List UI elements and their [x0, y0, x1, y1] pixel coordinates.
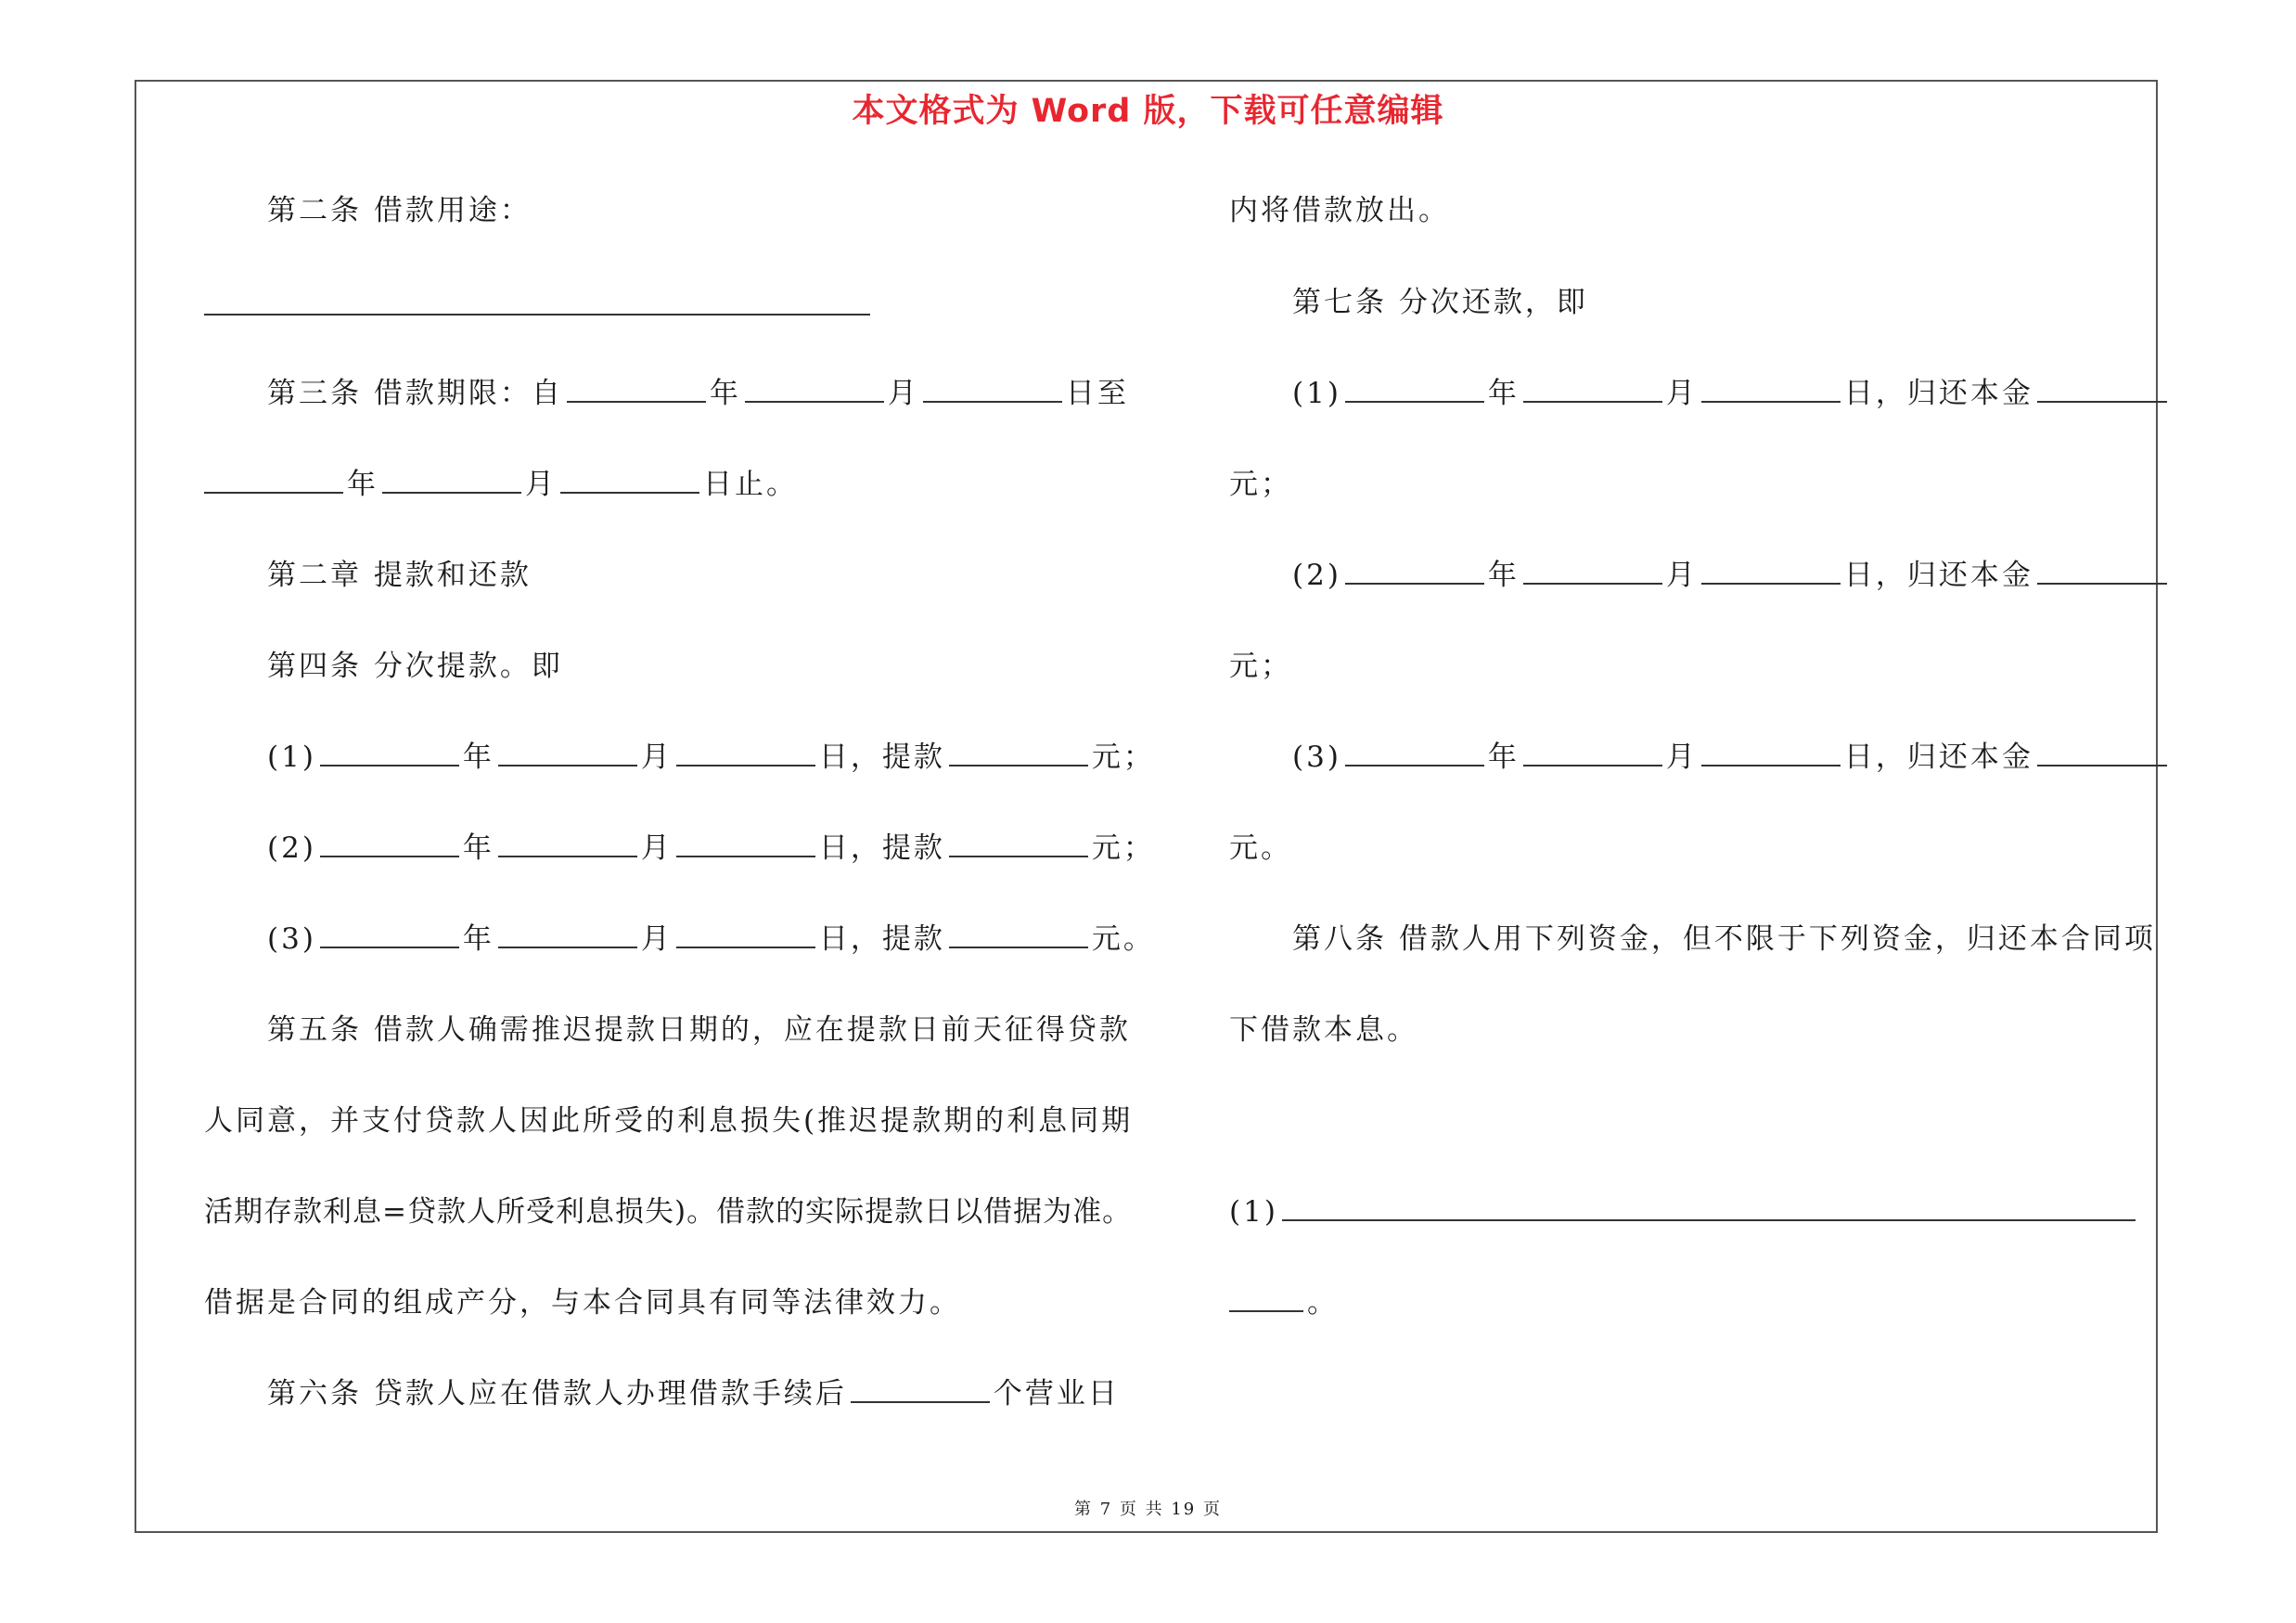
- blank: [320, 833, 459, 857]
- blank: [1345, 742, 1484, 766]
- repay-item-1-cont: 元；: [1229, 468, 1292, 501]
- article-3: 第三条 借款期限：自 年 月 日至: [267, 377, 1129, 410]
- blank: [949, 924, 1088, 948]
- blank: [498, 833, 637, 857]
- blank: [2037, 742, 2167, 766]
- format-banner: 本文格式为 Word 版，下载可任意编辑: [852, 93, 1444, 130]
- blank: [1345, 379, 1484, 403]
- blank: [676, 924, 815, 948]
- blank: [1523, 379, 1662, 403]
- fund-item-1: (1): [1229, 1193, 2136, 1230]
- blank: [1701, 560, 1841, 585]
- article-5-line-4: 借据是合同的组成产分，与本合同具有同等法律效力。: [204, 1286, 961, 1320]
- purpose-blank: [204, 291, 870, 316]
- repay-item-1: (1) 年 月 日，归还本金: [1292, 375, 2171, 412]
- repay-item-3: (3) 年 月 日，归还本金: [1292, 739, 2171, 776]
- blank: [560, 470, 699, 494]
- blank: [851, 1379, 990, 1403]
- article-5-line-1: 第五条 借款人确需推迟提款日期的，应在提款日前天征得贷款: [267, 1013, 1131, 1047]
- article-6-cont: 内将借款放出。: [1229, 194, 1450, 227]
- blank: [745, 379, 884, 403]
- blank: [204, 470, 343, 494]
- article-8-line-2: 下借款本息。: [1229, 1013, 1418, 1047]
- blank: [1523, 742, 1662, 766]
- blank: [567, 379, 706, 403]
- blank: [1701, 742, 1841, 766]
- blank: [320, 924, 459, 948]
- blank: [1282, 1197, 2136, 1221]
- withdraw-item-3: (3) 年 月 日，提款 元。: [267, 922, 1155, 956]
- blank: [676, 742, 815, 766]
- fund-item-1-cont: 。: [1229, 1284, 1339, 1321]
- chapter-2: 第二章 提款和还款: [267, 559, 532, 592]
- blank: [1701, 379, 1841, 403]
- article-8-line-1: 第八条 借款人用下列资金，但不限于下列资金，归还本合同项: [1292, 922, 2156, 956]
- withdraw-item-2: (2) 年 月 日，提款 元；: [267, 831, 1155, 865]
- blank: [498, 924, 637, 948]
- article-3-cont: 年 月 日止。: [204, 466, 798, 503]
- blank: [1345, 560, 1484, 585]
- blank: [1523, 560, 1662, 585]
- withdraw-item-1: (1) 年 月 日，提款 元；: [267, 741, 1155, 774]
- blank: [923, 379, 1062, 403]
- blank: [382, 470, 521, 494]
- page-number: 第 7 页 共 19 页: [1074, 1500, 1222, 1519]
- article-5-line-3: 活期存款利息=贷款人所受利息损失)。借款的实际提款日以借据为准。: [204, 1195, 1133, 1229]
- repay-item-3-cont: 元。: [1229, 831, 1292, 865]
- blank: [1229, 1288, 1303, 1312]
- blank: [949, 833, 1088, 857]
- article-2: 第二条 借款用途：: [267, 194, 532, 227]
- article-4: 第四条 分次提款。即: [267, 650, 563, 683]
- blank: [320, 742, 459, 766]
- blank: [498, 742, 637, 766]
- article-7: 第七条 分次还款，即: [1292, 286, 1588, 319]
- article-6: 第六条 贷款人应在借款人办理借款手续后 个营业日: [267, 1377, 1120, 1410]
- repay-item-2: (2) 年 月 日，归还本金: [1292, 557, 2171, 594]
- blank: [2037, 379, 2167, 403]
- repay-item-2-cont: 元；: [1229, 650, 1292, 683]
- blank: [676, 833, 815, 857]
- article-5-line-2: 人同意，并支付贷款人因此所受的利息损失(推迟提款期的利息同期: [204, 1104, 1134, 1138]
- blank: [949, 742, 1088, 766]
- blank: [2037, 560, 2167, 585]
